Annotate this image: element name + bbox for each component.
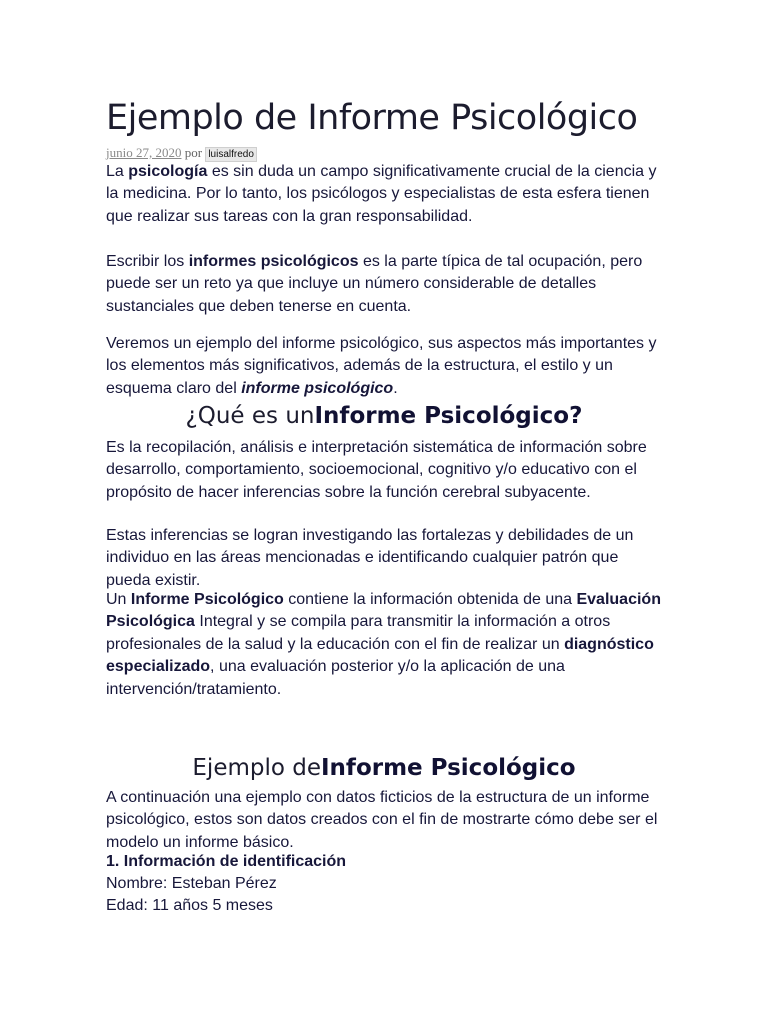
text-run: contiene la información obtenida de una bbox=[283, 591, 577, 608]
text-run: Veremos un ejemplo del informe psicológico, sus aspectos más importantes y los elementos más significativos, además de la estructura, el estilo y un esquema claro del bbox=[106, 335, 657, 397]
identification-subheading bbox=[106, 851, 666, 873]
bold-term: Evaluación Psicológica bbox=[106, 591, 661, 631]
section1-paragraph-2: Estas inferencias se logran investigando las fortalezas y debilidades de un individuo en las áreas mencionadas e identificando cualquier patrón que pueda existir. bbox=[106, 527, 634, 589]
section1-paragraph-1: Es la recopilación, análisis e interpretación sistemática de información sobre desarrollo, comportamiento, socioemocional, cognitivo y/o educativo con el propósito de hacer inferencias sobre la función cerebral subyacente. bbox=[106, 439, 647, 501]
heading-bold: Informe Psicológico? bbox=[314, 403, 583, 429]
text-run: Integral y se compila para transmitir la información a otros profesionales de la salud y la educación con el fin de realizar un bbox=[106, 613, 611, 653]
intro-paragraph-2 bbox=[106, 251, 666, 318]
bold-term: psicología bbox=[128, 163, 208, 180]
age-line: Edad: 11 años 5 meses bbox=[106, 897, 273, 914]
text-run: La bbox=[106, 163, 129, 180]
heading-bold: Informe Psicológico bbox=[321, 755, 576, 781]
text-run: , una evaluación posterior y/o la aplicación de una intervención/tratamiento. bbox=[106, 658, 565, 698]
name-line: Nombre: Esteban Pérez bbox=[106, 875, 277, 892]
subheading-text: 1. Información de identificación bbox=[106, 853, 347, 870]
section-heading-que-es bbox=[0, 403, 768, 429]
text-run: Un bbox=[106, 591, 131, 608]
bold-term: informes psicológicos bbox=[188, 253, 359, 270]
section2-paragraph-1: A continuación una ejemplo con datos ficticios de la estructura de un informe psicológico, estos son datos creados con el fin de mostrarte cómo debe ser el modelo un informe básico. bbox=[106, 789, 658, 851]
italic-term: informe psicológico bbox=[241, 379, 394, 397]
intro-paragraph-3 bbox=[106, 333, 666, 400]
by-label: por bbox=[184, 145, 203, 160]
text-run: es sin duda un campo significativamente crucial de la ciencia y la medicina. Por lo tanto, los psicólogos y especialistas de esta esfera tienen que realizar sus tareas con la gran responsabilidad. bbox=[106, 163, 657, 225]
section1-paragraph-3 bbox=[106, 589, 666, 701]
section-heading-ejemplo bbox=[0, 755, 768, 781]
post-date-link[interactable]: junio 27, 2020 bbox=[106, 145, 182, 160]
heading-prefix: ¿Qué es un bbox=[185, 403, 315, 429]
text-run: . bbox=[393, 379, 398, 397]
bold-italic-term bbox=[241, 380, 393, 397]
text-run: Escribir los bbox=[106, 253, 189, 270]
post-meta bbox=[106, 145, 257, 161]
text-run: es la parte típica de tal ocupación, pero puede ser un reto ya que incluye un número considerable de detalles sustanciales que deben tenerse en cuenta. bbox=[106, 253, 643, 315]
heading-prefix: Ejemplo de bbox=[192, 755, 321, 781]
bold-term: Informe Psicológico bbox=[130, 591, 284, 608]
author-link[interactable]: luisalfredo bbox=[205, 147, 257, 162]
intro-paragraph-1 bbox=[106, 161, 666, 228]
page-title: Ejemplo de Informe Psicológico bbox=[106, 98, 638, 138]
bold-term: diagnóstico especializado bbox=[106, 635, 654, 676]
